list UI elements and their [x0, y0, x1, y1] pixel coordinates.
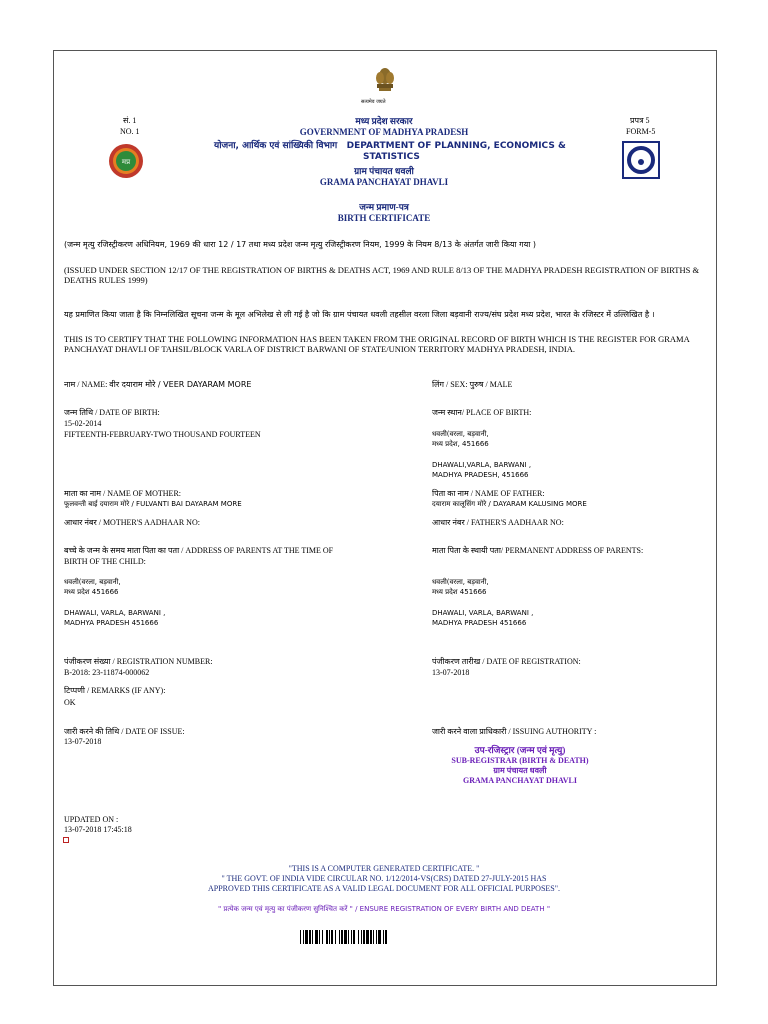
dept-en-2: STATISTICS — [363, 152, 420, 162]
form-no-en: FORM-5 — [626, 127, 656, 136]
pob-hi-2: मध्य प्रदेश, 451666 — [432, 440, 489, 448]
updated-value: 13-07-2018 17:45:18 — [64, 825, 132, 834]
sex-row: लिंग / SEX: पुरुष / MALE — [432, 380, 513, 389]
pob-label: जन्म स्थान/ PLACE OF BIRTH: — [432, 408, 532, 417]
reg-date-label: पंजीकरण तारीख / DATE OF REGISTRATION: — [432, 657, 581, 666]
footer-line-3: APPROVED THIS CERTIFICATE AS A VALID LEGAL DOCUMENT FOR ALL OFFICIAL PURPOSES". — [207, 884, 561, 893]
addr-perm-en-1: DHAWALI, VARLA, BARWANI , — [432, 609, 534, 617]
reg-no-value: B-2018: 23-11874-000062 — [64, 668, 150, 677]
dept-hi: योजना, आर्थिक एवं सांख्यिकी विभाग DEPARTMENT OF PLANNING, ECONOMICS & — [214, 141, 566, 151]
footer-line-1: "THIS IS A COMPUTER GENERATED CERTIFICATE. " — [288, 864, 480, 873]
addr-time-en-1: DHAWALI, VARLA, BARWANI , — [64, 609, 166, 617]
reg-date-value: 13-07-2018 — [432, 668, 470, 677]
dob-label: जन्म तिथि / DATE OF BIRTH: — [64, 408, 160, 417]
remarks-label: टिप्पणी / REMARKS (IF ANY): — [64, 686, 166, 695]
title-en: BIRTH CERTIFICATE — [337, 213, 431, 223]
certify-en: THIS IS TO CERTIFY THAT THE FOLLOWING INFORMATION HAS BEEN TAKEN FROM THE ORIGINAL RECORD OF BIRTH WHICH IS THE REGISTER FOR GRAMA PANCHAYAT DHAVLI OF TAHSIL/BLOCK VARLA OF DISTRICT BARWANI OF STATE/UNION TERRITORY MADHYA PRADESH, INDIA. — [64, 334, 690, 354]
gov-title-hi: मध्य प्रदेश सरकार — [355, 116, 413, 126]
addr-time-hi-1: धवली(वरला, बड़वानी, — [64, 578, 121, 586]
pob-en-1: DHAWALI,VARLA, BARWANI , — [432, 461, 532, 469]
authority-line-4: GRAMA PANCHAYAT DHAVLI — [463, 776, 577, 785]
dob-words: FIFTEENTH-FEBRUARY-TWO THOUSAND FOURTEEN — [64, 430, 261, 439]
father-label: पिता का नाम / NAME OF FATHER: — [432, 489, 545, 498]
serial-no-hi: सं. 1 — [123, 116, 137, 125]
footer-slogan: " प्रत्येक जन्म एवं मृत्यु का पंजीकरण सुनिश्चित करें " / ENSURE REGISTRATION OF EVERY BIRTH AND DEATH " — [217, 905, 551, 913]
issued-under-hi: (जन्म मृत्यु रजिस्ट्रीकरण अधिनियम, 1969 की धारा 12 / 17 तथा मध्य प्रदेश जन्म मृत्यु रजिस्ट्रीकरण नियम, 1999 के नियम 8/13 के अंतर्गत जारी किया गया ) — [64, 240, 536, 249]
addr-perm-en-2: MADHYA PRADESH 451666 — [432, 619, 527, 627]
name-value: वीर दयाराम मोरे / VEER DAYARAM MORE — [109, 380, 252, 389]
name-row: नाम / NAME: वीर दयाराम मोरे / VEER DAYARAM MORE — [64, 380, 252, 389]
certify-hi: यह प्रमाणित किया जाता है कि निम्नलिखित सूचना जन्म के मूल अभिलेख से ली गई है जो कि ग्राम पंचायत धवली तहसील वरला जिला बड़वानी राज्य/संघ प्रदेश मध्य प्रदेश, भारत के रजिस्टर में उल्लिखित है । — [64, 310, 655, 319]
addr-perm-label: माता पिता के स्थायी पता/ PERMANENT ADDRESS OF PARENTS: — [432, 546, 644, 555]
addr-time-hi-2: मध्य प्रदेश 451666 — [64, 588, 119, 596]
pob-en-2: MADHYA PRADESH, 451666 — [432, 471, 529, 479]
father-value: दयाराम कालूसिंग मोरे / DAYARAM KALUSING MORE — [432, 500, 587, 508]
mother-value: फूलवन्ती बाई दयाराम मोरे / FULVANTI BAI DAYARAM MORE — [64, 500, 242, 508]
dob-value: 15-02-2014 — [64, 419, 102, 428]
barcode — [300, 930, 466, 944]
footer-line-2: " THE GOVT. OF INDIA VIDE CIRCULAR NO. 1/12/2014-VS(CRS) DATED 27-JULY-2015 HAS — [221, 874, 547, 883]
addr-time-en-2: MADHYA PRADESH 451666 — [64, 619, 159, 627]
remarks-value: OK — [64, 698, 76, 707]
issued-under-en: (ISSUED UNDER SECTION 12/17 OF THE REGISTRATION OF BIRTHS & DEATHS ACT, 1969 AND RULE 8/13 OF THE MADHYA PRADESH REGISTRATION OF BIRTHS & DEATHS RULES 1999) — [64, 265, 700, 285]
issue-date-value: 13-07-2018 — [64, 737, 102, 746]
national-emblem-icon — [370, 66, 400, 96]
panchayat-hi: ग्राम पंचायत धवली — [354, 166, 414, 176]
authority-line-2: SUB-REGISTRAR (BIRTH & DEATH) — [451, 756, 589, 765]
authority-line-1: उप-रजिस्ट्रार (जन्म एवं मृत्यु) — [474, 745, 566, 755]
panchayat-en: GRAMA PANCHAYAT DHAVLI — [319, 177, 449, 187]
authority-label: जारी करने वाला प्राधिकारी / ISSUING AUTHORITY : — [432, 727, 597, 736]
serial-no-en: NO. 1 — [120, 127, 140, 136]
addr-time-label-2: BIRTH OF THE CHILD: — [64, 557, 146, 566]
barcode-bar — [387, 930, 388, 944]
mother-aadhaar-label: आधार नंबर / MOTHER'S AADHAAR NO: — [64, 518, 200, 527]
issue-date-label: जारी करने की तिथि / DATE OF ISSUE: — [64, 727, 185, 736]
title-hi: जन्म प्रमाण-पत्र — [359, 202, 409, 212]
svg-text:मप्र: मप्र — [121, 158, 131, 166]
form-no-hi: प्रपत्र 5 — [630, 116, 650, 125]
pob-hi-1: धवली(वरला, बड़वानी, — [432, 430, 489, 438]
gov-title-en: GOVERNMENT OF MADHYA PRADESH — [299, 127, 469, 137]
sex-value: पुरुष / MALE — [469, 380, 513, 389]
emblem-motto: सत्यमेव जयते — [361, 99, 386, 105]
addr-perm-hi-1: धवली(वरला, बड़वानी, — [432, 578, 489, 586]
addr-perm-hi-2: मध्य प्रदेश 451666 — [432, 588, 487, 596]
reg-no-label: पंजीकरण संख्या / REGISTRATION NUMBER: — [64, 657, 213, 666]
father-aadhaar-label: आधार नंबर / FATHER'S AADHAAR NO: — [432, 518, 564, 527]
addr-time-label-1: बच्चे के जन्म के समय माता पिता का पता / ADDRESS OF PARENTS AT THE TIME OF — [64, 546, 334, 555]
updated-label: UPDATED ON : — [64, 815, 119, 824]
madhya-pradesh-logo-icon — [104, 143, 148, 179]
authority-line-3: ग्राम पंचायत धवली — [493, 766, 547, 775]
broken-image-icon — [63, 837, 69, 843]
mother-label: माता का नाम / NAME OF MOTHER: — [64, 489, 182, 498]
registration-logo-icon — [622, 141, 660, 179]
